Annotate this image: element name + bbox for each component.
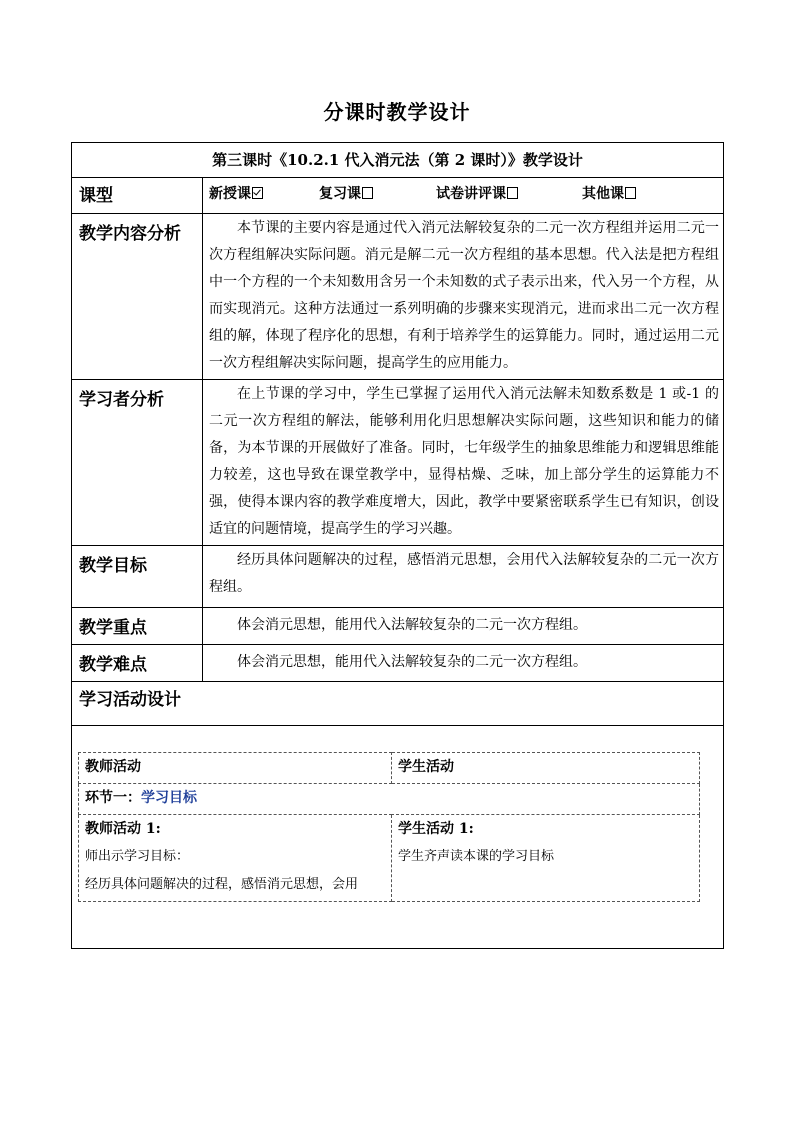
activity-table — [78, 752, 700, 902]
row-label-difficulties: 教学难点 — [72, 645, 203, 682]
teacher-activity-line-2: 经历具体问题解决的过程，感悟消元思想，会用 — [85, 877, 359, 892]
section-prefix: 环节一： — [85, 790, 141, 806]
course-type-label: 课型 — [72, 178, 203, 214]
student-activity-line: 学生齐声读本课的学习目标 — [398, 849, 555, 864]
student-activity-cell — [392, 815, 700, 902]
teacher-activity-header: 教师活动 — [79, 753, 392, 784]
content-analysis-text: 本节课的主要内容是通过代入消元法解较复杂的二元一次方程组并运用二元一次方程组解决实际问题。消元是解二元一次方程组的基本思想。代入法是把方程组中一个方程的一个未知数用含另一个未知数的式子表示出来，代入另一个方程，从而实现消元。这种方法通过一系列明确的步骤来实现消元，进而求出二元一次方程组的解，体现了程序化的思想，有利于培养学生的运算能力。同时，通过运用二元一次方程组解决实际问题，提高学生的应用能力。 — [203, 214, 724, 380]
course-type-option[interactable] — [582, 178, 662, 210]
difficulties-text: 体会消元思想，能用代入法解较复杂的二元一次方程组。 — [203, 645, 724, 682]
key-points-text: 体会消元思想，能用代入法解较复杂的二元一次方程组。 — [203, 608, 724, 645]
teacher-activity-cell — [79, 815, 392, 902]
objectives-text: 经历具体问题解决的过程，感悟消元思想，会用代入法解较复杂的二元一次方程组。 — [203, 546, 724, 608]
course-type-option-label: 试卷讲评课 — [436, 186, 506, 202]
document-title: 分课时教学设计 — [323, 100, 471, 124]
empty-checkbox-icon[interactable] — [625, 187, 636, 199]
lesson-subtitle: 第三课时《10.2.1 代入消元法（第 2 课时）》教学设计 — [72, 143, 724, 178]
course-type-option[interactable] — [436, 178, 582, 210]
empty-checkbox-icon[interactable] — [362, 187, 373, 199]
teacher-activity-title: 教师活动 1: — [85, 821, 161, 837]
student-activity-header: 学生活动 — [392, 753, 700, 784]
course-type-options — [203, 178, 724, 214]
row-label-content-analysis: 教学内容分析 — [72, 214, 203, 380]
row-label-learner-analysis: 学习者分析 — [72, 380, 203, 546]
course-type-option-label: 复习课 — [319, 186, 361, 202]
student-activity-title: 学生活动 1: — [398, 821, 474, 837]
activity-design-area — [72, 726, 724, 949]
course-type-option-label: 其他课 — [582, 186, 624, 202]
checked-checkbox-icon[interactable] — [252, 187, 263, 199]
empty-checkbox-icon[interactable] — [507, 187, 518, 199]
section-one-row — [79, 784, 700, 815]
row-label-key-points: 教学重点 — [72, 608, 203, 645]
activity-design-heading: 学习活动设计 — [72, 682, 724, 726]
learner-analysis-text: 在上节课的学习中，学生已掌握了运用代入消元法解未知数系数是 1 或-1 的二元一次方程组的解法，能够利用化归思想解决实际问题，这些知识和能力的储备，为本节课的开展做好了准备。同时，七年级学生的抽象思维能力和逻辑思维能力较差，这也导致在课堂教学中，显得枯燥、乏味，加上部分学生的运算能力不强，使得本课内容的教学难度增大，因此，教学中要紧密联系学生已有知识，创设适宜的问题情境，提高学生的学习兴趣。 — [203, 380, 724, 546]
course-type-option[interactable] — [209, 178, 319, 210]
lesson-design-table — [71, 142, 724, 949]
course-type-option[interactable] — [319, 178, 436, 210]
teacher-activity-line-1: 师出示学习目标： — [85, 849, 190, 864]
course-type-option-label: 新授课 — [209, 186, 251, 202]
row-label-objectives: 教学目标 — [72, 546, 203, 608]
section-title: 学习目标 — [141, 790, 197, 806]
